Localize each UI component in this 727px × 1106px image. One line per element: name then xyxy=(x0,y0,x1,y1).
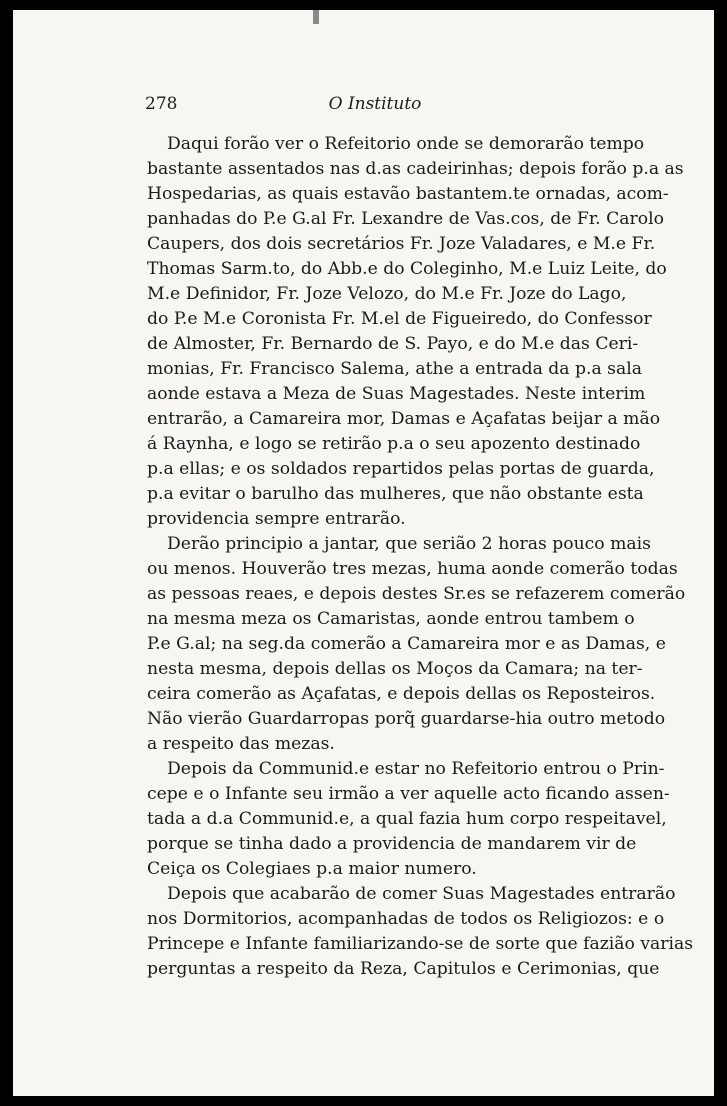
text-line: a respeito das mezas. xyxy=(147,734,335,754)
text-line: na mesma meza os Camaristas, aonde entrou tambem o xyxy=(147,609,635,629)
text-line: perguntas a respeito da Reza, Capitulos e Cerimonias, que xyxy=(147,959,660,979)
text-line: p.a evitar o barulho das mulheres, que não obstante esta xyxy=(147,484,644,504)
text-line: bastante assentados nas d.as cadeirinhas; depois forão p.a as xyxy=(147,159,684,179)
paragraph xyxy=(147,532,686,757)
text-line: providencia sempre entrarão. xyxy=(147,509,406,529)
text-line: Princepe e Infante familiarizando-se de sorte que fazião varias xyxy=(147,934,694,954)
text-line: Caupers, dos dois secretários Fr. Joze Valadares, e M.e Fr. xyxy=(147,234,656,254)
text-line: M.e Definidor, Fr. Joze Velozo, do M.e Fr. Joze do Lago, xyxy=(147,284,627,304)
paragraph xyxy=(147,132,684,532)
text-line: entrarão, a Camareira mor, Damas e Açafatas beijar a mão xyxy=(147,409,661,429)
text-line: Hospedarias, as quais estavão bastantem.te ornadas, acom- xyxy=(147,184,669,204)
scan-artifact xyxy=(313,10,319,24)
text-line: Derão principio a jantar, que serião 2 horas pouco mais xyxy=(167,534,651,554)
text-line: Depois da Communid.e estar no Refeitorio entrou o Prin- xyxy=(167,759,665,779)
page-header xyxy=(145,94,605,120)
text-line: monias, Fr. Francisco Salema, athe a entrada da p.a sala xyxy=(147,359,642,379)
text-line: as pessoas reaes, e depois destes Sr.es se refazerem comerão xyxy=(147,584,686,604)
text-line: p.a ellas; e os soldados repartidos pelas portas de guarda, xyxy=(147,459,655,479)
text-line: ceira comerão as Açafatas, e depois dellas os Reposteiros. xyxy=(147,684,656,704)
text-line: Thomas Sarm.to, do Abb.e do Coleginho, M.e Luiz Leite, do xyxy=(147,259,667,279)
text-line: porque se tinha dado a providencia de mandarem vir de xyxy=(147,834,637,854)
text-line: nesta mesma, depois dellas os Moços da Camara; na ter- xyxy=(147,659,643,679)
text-line: cepe e o Infante seu irmão a ver aquelle acto ficando assen- xyxy=(147,784,670,804)
paragraph xyxy=(147,757,670,882)
running-title: O Instituto xyxy=(328,94,422,114)
text-line: Depois que acabarão de comer Suas Magestades entrarão xyxy=(167,884,676,904)
text-line: tada a d.a Communid.e, a qual fazia hum corpo respeitavel, xyxy=(147,809,667,829)
text-line: ou menos. Houverão tres mezas, huma aonde comerão todas xyxy=(147,559,678,579)
book-page xyxy=(13,10,714,1096)
text-line: de Almoster, Fr. Bernardo de S. Payo, e do M.e das Ceri- xyxy=(147,334,639,354)
text-line: Ceiça os Colegiaes p.a maior numero. xyxy=(147,859,477,879)
text-line: á Raynha, e logo se retirão p.a o seu apozento destinado xyxy=(147,434,641,454)
page-number: 278 xyxy=(145,94,178,114)
text-line: panhadas do P.e G.al Fr. Lexandre de Vas.cos, de Fr. Carolo xyxy=(147,209,664,229)
paragraph xyxy=(147,882,694,982)
text-line: P.e G.al; na seg.da comerão a Camareira mor e as Damas, e xyxy=(147,634,666,654)
body-text xyxy=(147,132,694,982)
text-line: Daqui forão ver o Refeitorio onde se demorarão tempo xyxy=(167,134,645,154)
text-line: nos Dormitorios, acompanhadas de todos os Religiozos: e o xyxy=(147,909,665,929)
text-line: Não vierão Guardarropas porq̃ guardarse-hia outro metodo xyxy=(147,709,666,729)
text-line: aonde estava a Meza de Suas Magestades. Neste interim xyxy=(147,384,646,404)
text-line: do P.e M.e Coronista Fr. M.el de Figueiredo, do Confessor xyxy=(147,309,652,329)
